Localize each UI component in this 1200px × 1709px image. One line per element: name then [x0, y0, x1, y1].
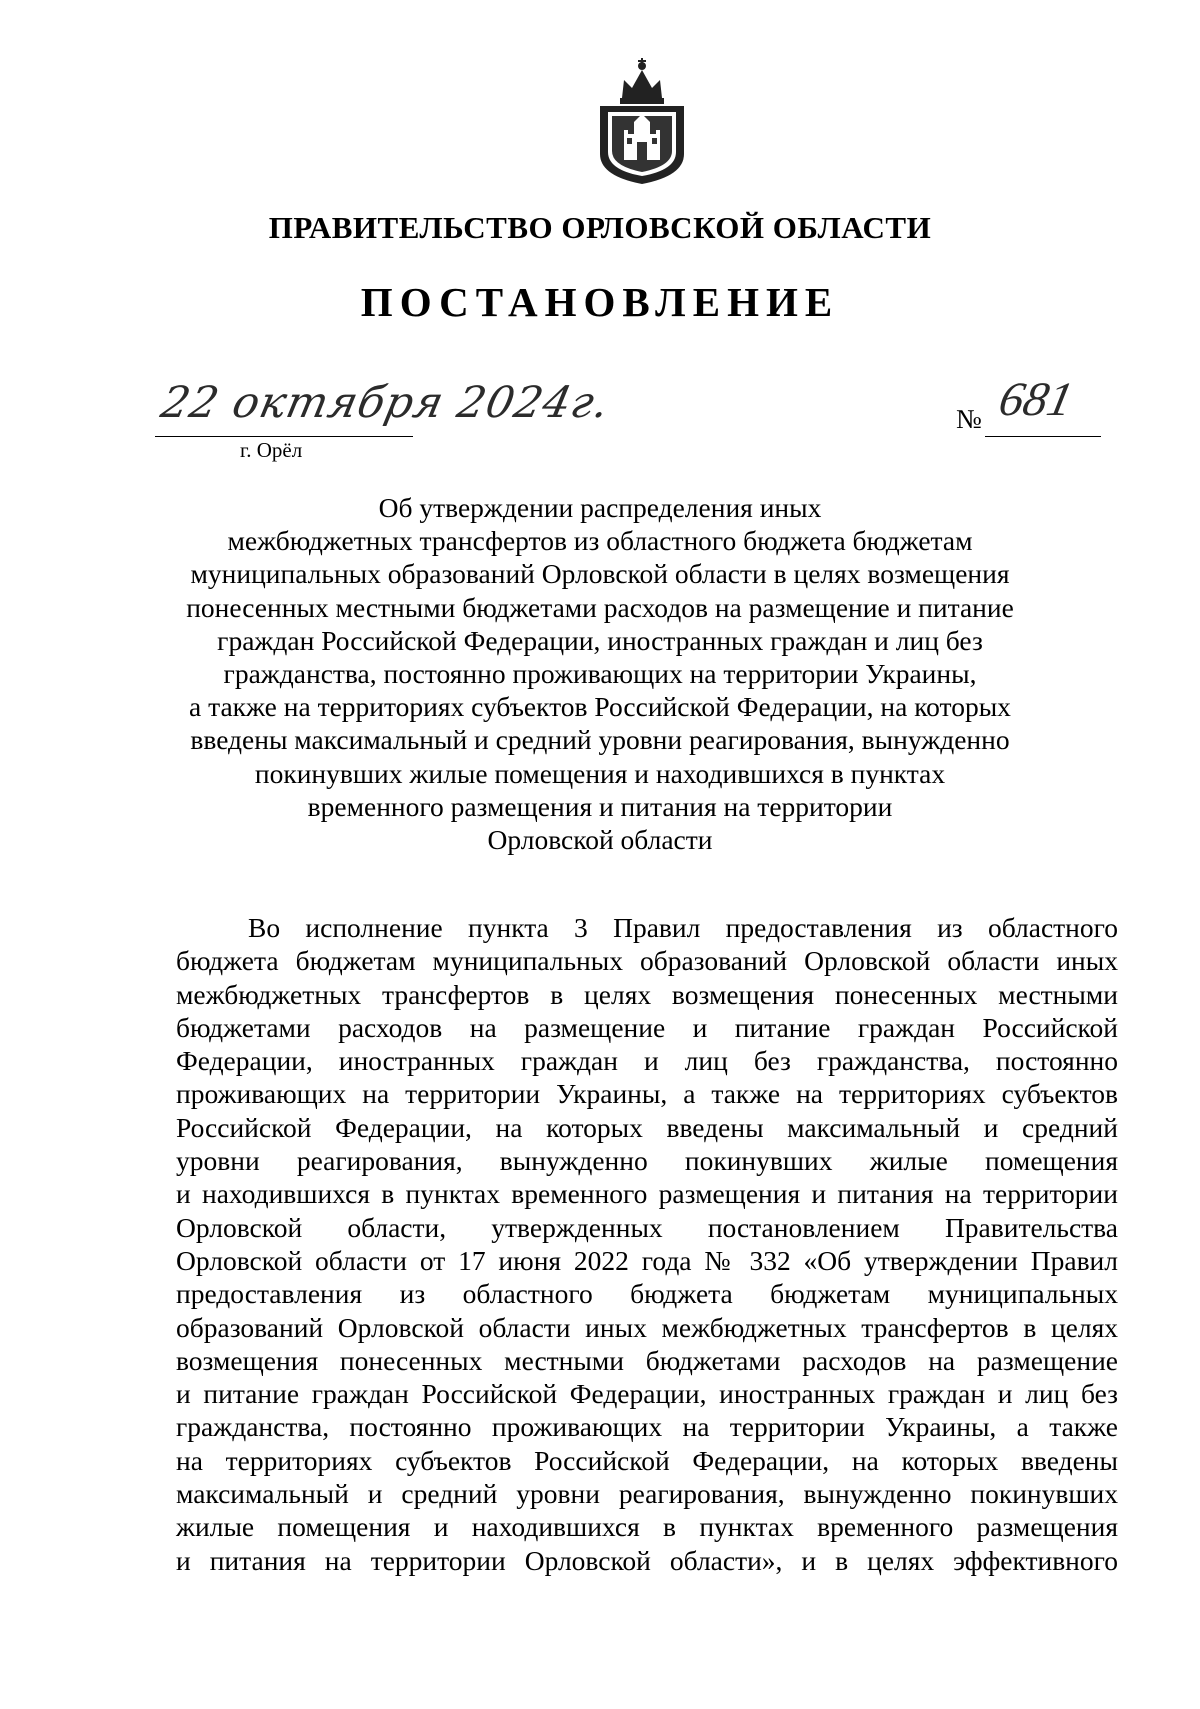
body-line: гражданства, постоянно проживающих на территории Украины, а также	[176, 1411, 1118, 1443]
number-label: №	[956, 404, 982, 434]
body-line: и находившихся в пунктах временного размещения и питания на территории	[176, 1178, 1118, 1210]
body-line: бюджета бюджетам муниципальных образований Орловской области иных	[176, 945, 1118, 977]
body-line: уровни реагирования, вынужденно покинувших жилые помещения	[176, 1145, 1118, 1177]
body-line: предоставления из областного бюджета бюджетам муниципальных	[176, 1278, 1118, 1310]
city-label: г. Орёл	[240, 438, 303, 462]
body-line: жилые помещения и находившихся в пунктах временного размещения	[176, 1511, 1118, 1543]
subject-line: введены максимальный и средний уровни реагирования, вынужденно	[190, 724, 1010, 756]
body-line: Федерации, иностранных граждан и лиц без гражданства, постоянно	[176, 1045, 1118, 1077]
body-line: Во исполнение пункта 3 Правил предоставления из областного	[248, 912, 1118, 943]
subject-line: межбюджетных трансфертов из областного бюджета бюджетам	[227, 525, 973, 557]
subject-line: понесенных местными бюджетами расходов на размещение и питание	[186, 591, 1014, 623]
subject-line: Об утверждении распределения иных	[378, 492, 822, 523]
body-line: проживающих на территории Украины, а также на территориях субъектов	[176, 1078, 1118, 1110]
body-line: межбюджетных трансфертов в целях возмещения понесенных местными	[176, 978, 1118, 1010]
document-type: ПОСТАНОВЛЕНИЕ	[360, 279, 840, 325]
body-line: Российской Федерации, на которых введены максимальный и средний	[176, 1111, 1118, 1143]
body-line: и питание граждан Российской Федерации, иностранных граждан и лиц без	[176, 1378, 1118, 1410]
handwritten-number: 681	[994, 373, 1078, 426]
coat-of-arms-icon	[594, 56, 690, 186]
body-line: и питания на территории Орловской области», и в целях эффективного	[176, 1544, 1118, 1576]
subject-line: муниципальных образований Орловской области в целях возмещения	[190, 558, 1010, 590]
handwritten-date: 22 октября 2024г.	[156, 378, 615, 428]
body-line: возмещения понесенных местными бюджетами расходов на размещение	[176, 1344, 1118, 1376]
body-paragraph	[176, 911, 1118, 1577]
body-line: Орловской области, утвержденных постановлением Правительства	[176, 1211, 1118, 1243]
organization-title: ПРАВИТЕЛЬСТВО ОРЛОВСКОЙ ОБЛАСТИ	[268, 210, 932, 245]
body-line: Орловской области от 17 июня 2022 года № 332 «Об утверждении Правил	[176, 1244, 1118, 1276]
subject-line: Орловской области	[487, 824, 713, 856]
subject-line: а также на территориях субъектов Российской Федерации, на которых	[189, 691, 1011, 723]
subject-line: гражданства, постоянно проживающих на территории Украины,	[223, 658, 977, 690]
date-underline	[155, 436, 413, 437]
subject-line: покинувших жилые помещения и находившихся в пунктах	[254, 757, 946, 789]
body-line: образований Орловской области иных межбюджетных трансфертов в целях	[176, 1311, 1118, 1343]
number-underline	[985, 436, 1101, 437]
subject-line: граждан Российской Федерации, иностранных граждан и лиц без	[217, 624, 983, 656]
document-subject	[150, 491, 1050, 856]
body-line: на территориях субъектов Российской Федерации, на которых введены	[176, 1444, 1118, 1476]
body-line: максимальный и средний уровни реагирования, вынужденно покинувших	[176, 1478, 1118, 1510]
body-line: бюджетами расходов на размещение и питание граждан Российской	[176, 1011, 1118, 1043]
subject-line: временного размещения и питания на территории	[307, 790, 893, 822]
